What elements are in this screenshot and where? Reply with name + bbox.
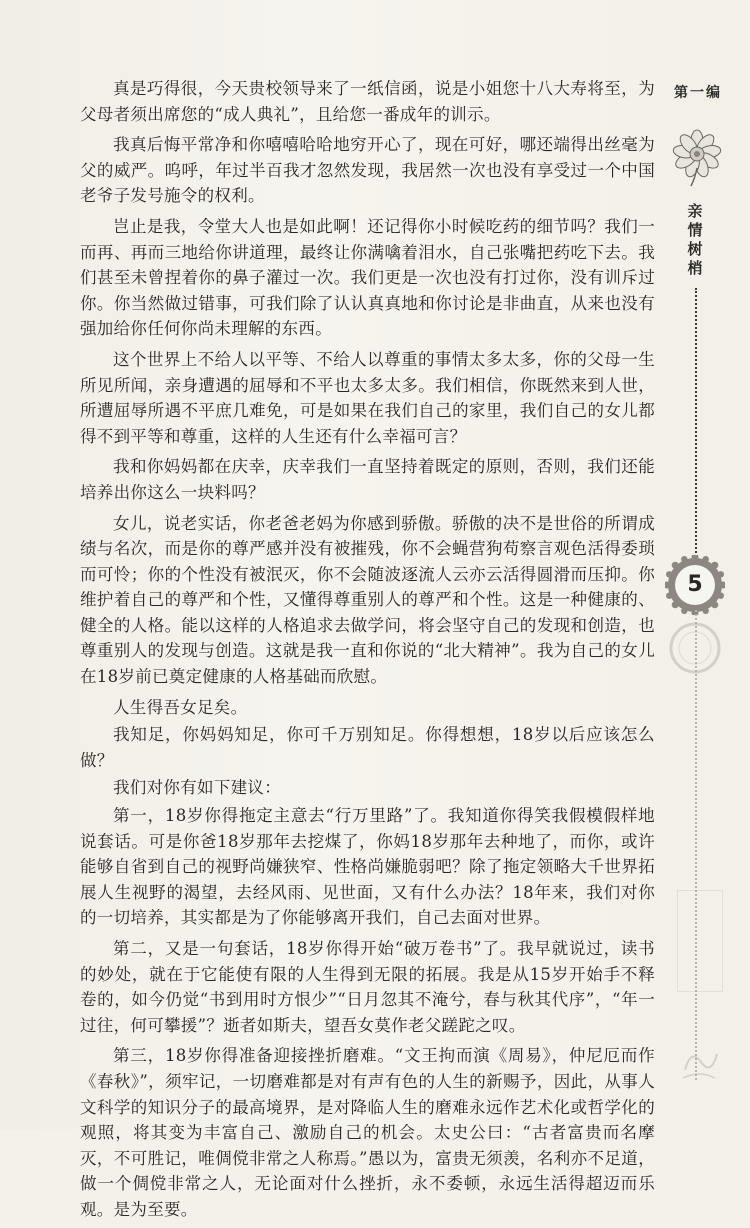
paragraph-11: 第二，又是一句套话，18岁你得开始“破万卷书”了。我早就说过，读书的妙处，就在于它能使有限的人生得到无限的拓展。我是从15岁开始手不释卷的，如今仍觉“书到用时方恨少”“日月忽其不淹兮，春与秋其代序”，“年一过往，何可攀援”？逝者如斯夫，望吾女莫作老父蹉跎之叹。 (80, 939, 655, 1035)
section-sidebar (655, 0, 750, 1130)
paragraph-3: 岂止是我，令堂大人也是如此啊！还记得你小时候吃药的细节吗？我们一而再、再而三地给你讲道理，最终让你满噙着泪水，自己张嘴把药吃下去。我们甚至未曾捏着你的鼻子灌过一次。我们更是一次也没有打过你，没有训斥过你。你当然做过错事，可我们除了认认真真地和你讨论是非曲直，从来也没有强加给你任何你尚未理解的东西。 (80, 216, 655, 339)
bleed-through-block (677, 890, 723, 992)
flower-icon (671, 128, 723, 190)
paragraph-5: 我和你妈妈都在庆幸，庆幸我们一直坚持着既定的原则，否则，我们还能培养出你这么一块料吗？ (80, 457, 655, 502)
paragraph-4: 这个世界上不给人以平等、不给人以尊重的事情太多太多，你的父母一生所见所闻，亲身遭遇的屈辱和不平也太多太多。我们相信，你既然来到人世，所遭屈辱所遇不平庶几难免，可是如果在我们自己的家里，我们自己的女儿都得不到平等和尊重，这样的人生还有什么幸福可言？ (80, 349, 655, 446)
page-number: 5 (687, 572, 703, 597)
paragraph-6: 女儿，说老实话，你老爸老妈为你感到骄傲。骄傲的决不是世俗的所谓成绩与名次，而是你的尊严感并没有被摧残，你不会蝇营狗苟察言观色活得委琐而可怜；你的个性没有被泯灭，你不会随波逐流人云亦云活得圆滑而压抑。你维护着自己的尊严和个性，又懂得尊重别人的尊严和个性。这是一种健康的、健全的人格。能以这样的人格追求去做学问，将会坚守自己的发现和创造，也尊重别人的发现与创造。这就是我一直和你说的“北大精神”。我为自己的女儿在18岁前已奠定健康的人格基础而欣慰。 (80, 513, 655, 687)
paragraph-2: 我真后悔平常净和你嘻嘻哈哈地穷开心了，现在可好，哪还端得出丝毫为父的威严。呜呼，年过半百我才忽然发现，我居然一次也没有享受过一个中国老爷子发号施令的权利。 (80, 135, 655, 206)
paragraph-10: 第一，18岁你得拖定主意去“行万里路”了。我知道你得笑我假模假样地说套话。可是你爸18岁那年去挖煤了，你妈18岁那年去种地了，而你，或许能够自省到自己的视野尚嫌狭窄、性格尚嫌脆弱吧？除了拖定领略大千世界拓展人生视野的渴望，去经风雨、见世面，又有什么办法？18年来，我们对你的一切培养，其实都是为了你能够离开我们，自己去面对世界。 (80, 806, 655, 928)
paragraph-12: 第三，18岁你得准备迎接挫折磨难。“文王拘而演《周易》，仲尼厄而作《春秋》”，须牢记，一切磨难都是对有声有色的人生的新赐予，因此，从事人文科学的知识分子的最高境界，是对降临人生的磨难永远作艺术化或哲学化的观照，将其变为丰富自己、激励自己的机会。太史公曰：“古者富贵而名摩灭，不可胜记，唯倜傥非常之人称焉。”愚以为，富贵无须羡，名利亦不足道，做一个倜傥非常之人，无论面对什么挫折，永不委顿，永远生活得超迈而乐观。是为至要。 (80, 1046, 655, 1219)
bleed-through-ornament-icon (677, 1040, 721, 1084)
paragraph-8: 我知足，你妈妈知足，你可千万别知足。你得想想，18岁以后应该怎么做？ (80, 725, 655, 770)
paragraph-9: 我们对你有如下建议： (113, 778, 281, 798)
page-body (80, 76, 655, 1228)
section-name: 亲情树梢 (687, 202, 703, 277)
dotted-divider (695, 288, 697, 560)
paragraph-7: 人生得吾女足矣。 (113, 697, 248, 717)
section-label: 第一编 (674, 85, 722, 101)
bleed-through-divider (695, 610, 697, 1080)
paragraph-1: 真是巧得很，今天贵校领导来了一纸信函，说是小姐您十八大寿将至，为父母者须出席您的“成人典礼”，且给您一番成年的训示。 (80, 79, 655, 124)
